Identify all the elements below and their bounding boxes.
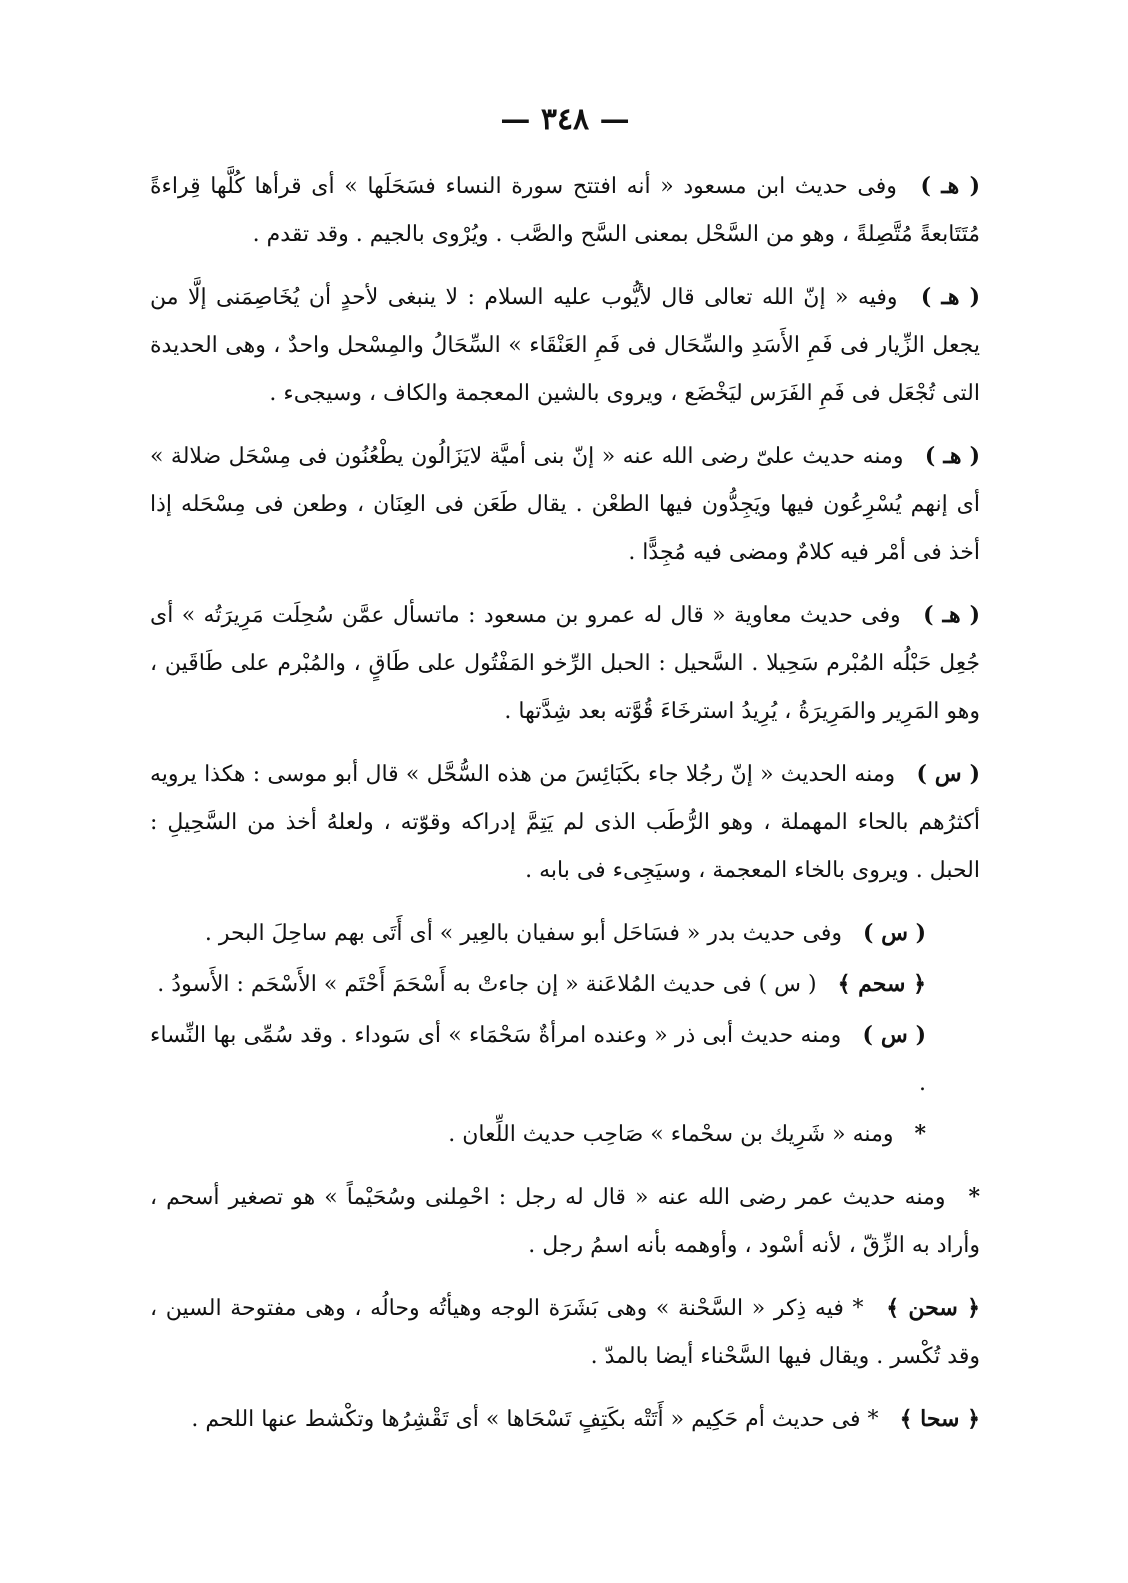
asterisk-marker: * — [968, 1184, 980, 1210]
entry-source-tag: ( هـ ) — [924, 443, 981, 469]
page-number: — ٣٤٨ — — [500, 102, 630, 137]
entry-source-tag: ( هـ ) — [923, 602, 980, 628]
entry-text: وفيه « إنّ الله تعالى قال لأيُّوب عليه السلام : لا ينبغى لأحدٍ أن يُخَاصِمَنى إلَّا من يجعل الزِّيار فى فَمِ الأَسَدِ والسِّحَال فى فَمِ العَنْقَاء » السِّحَالُ والمِسْحل واحدٌ ، وهى الحديدة التى تُجْعَل فى فَمِ الفَرَس ليَخْضَع ، ويروى بالشين المعجمة والكاف ، وسيجىء . — [150, 285, 980, 406]
entry-text: ومنه حديث عمر رضى الله عنه « قال له رجل : احْمِلنى وسُحَيْماً » هو تصغير أسحم ، وأراد به الزِّقّ ، لأنه أسْود ، وأوهمه بأنه اسمُ رجل . — [150, 1185, 980, 1258]
entry-text: * فيه ذِكر « السَّحْنة » وهى بَشَرَة الوجه وهيأتُه وحالُه ، وهى مفتوحة السين ، وقد تُكْسر . ويقال فيها السَّحْناء أيضا بالمدّ . — [150, 1296, 980, 1369]
entry-text: ومنه « شَرِيك بن سحْماء » صَاحِب حديث اللِّعان . — [448, 1122, 894, 1147]
entry-text: وفى حديث معاوية « قال له عمرو بن مسعود : ماتسأل عمَّن سُحِلَت مَرِيرَتُه » أى جُعِل حَبْلُه المُبْرم سَحِيلا . السَّحيل : الحبل الرِّخو المَفْتُول على طَاقٍ ، والمُبْرم على طَاقَين ، وهو المَرِير والمَرِيرَةُ ، يُرِيدُ استرخَاءَ قُوَّته بعد شِدَّتها . — [150, 603, 980, 724]
entry-mishal-ali — [150, 432, 980, 577]
entry-text: ومنه حديث أبى ذر « وعنده امرأةٌ سَحْمَاء » أى سَوداء . وقد سُمِّى بها النِّساء . — [150, 1023, 926, 1096]
headword-label: ﴿ سحن ﴾ — [886, 1295, 980, 1321]
entry-text: * فى حديث أم حَكِيم « أَتَتْه بكَتِفٍ تَسْحَاها » أى تَقْشِرُها وتكْشط عنها اللحم . — [191, 1407, 879, 1432]
headword-label: ﴿ سحا ﴾ — [899, 1406, 980, 1432]
entry-suhaym-umar — [150, 1173, 980, 1270]
headword-label: ﴿ سحم ﴾ — [837, 971, 926, 997]
entry-text: وفى حديث بدر « فسَاحَل أبو سفيان بالعِير » أى أَتَى بهم ساحِلَ البحر . — [204, 921, 842, 946]
entry-headword-sahn — [150, 1284, 980, 1381]
entry-text: وفى حديث ابن مسعود « أنه افتتح سورة النساء فسَحَلَها » أى قرأها كُلَّها قِراءةً مُتَتَابعةً مُتَّصِلةً ، وهو من السَّحْل بمعنى السَّح والصَّب . ويُرْوى بالجيم . وقد تقدم . — [150, 174, 980, 247]
entry-sahil-muawiya — [150, 591, 980, 736]
entry-headword-sahm — [150, 960, 980, 1009]
entry-source-tag: ( س ) — [863, 920, 926, 946]
document-page — [150, 100, 980, 1458]
entry-source-tag: ( س ) — [862, 1022, 926, 1048]
entry-source-tag: ( هـ ) — [920, 173, 981, 199]
entry-suhhal — [150, 750, 980, 895]
entry-sahal-badr — [150, 909, 980, 958]
entry-source-tag: ( س ) — [916, 761, 980, 787]
entry-headword-saha — [150, 1395, 980, 1444]
asterisk-marker: * — [914, 1121, 926, 1147]
entry-text: ( س ) فى حديث المُلاعَنة « إن جاءتْ به أَسْحَمَ أَحْتَم » الأَسْحَم : الأَسودُ . — [157, 972, 817, 997]
entry-sihal-ayyub — [150, 273, 980, 418]
entry-sahl-ibn-masud — [150, 162, 980, 259]
entry-text: ومنه حديث علىّ رضى الله عنه « إنّ بنى أميَّة لايَزَالُون يطْعُنُون فى مِسْحَل ضلالة » أى إنهم يُسْرِعُون فيها ويَجِدُّون فيها الطعْن . يقال طَعَن فى العِنَان ، وطعن فى مِسْحَله إذا أخذ فى أمْر فيه كلامٌ ومضى فيه مُجِدًّا . — [150, 444, 980, 565]
entry-text: ومنه الحديث « إنّ رجُلا جاء بكَبَائِسَ من هذه السُّحَّل » قال أبو موسى : هكذا يرويه أكثرُهم بالحاء المهملة ، وهو الرُّطَب الذى لم يَتِمَّ إدراكه وقوّته ، ولعلهُ أخذ من السَّحِيلِ : الحبل . ويروى بالخاء المعجمة ، وسيَجِىء فى بابه . — [150, 762, 980, 883]
entry-source-tag: ( هـ ) — [920, 284, 980, 310]
entry-sahma-abu-dharr — [150, 1011, 980, 1108]
entry-sharik-ibn-sahma — [150, 1110, 980, 1159]
